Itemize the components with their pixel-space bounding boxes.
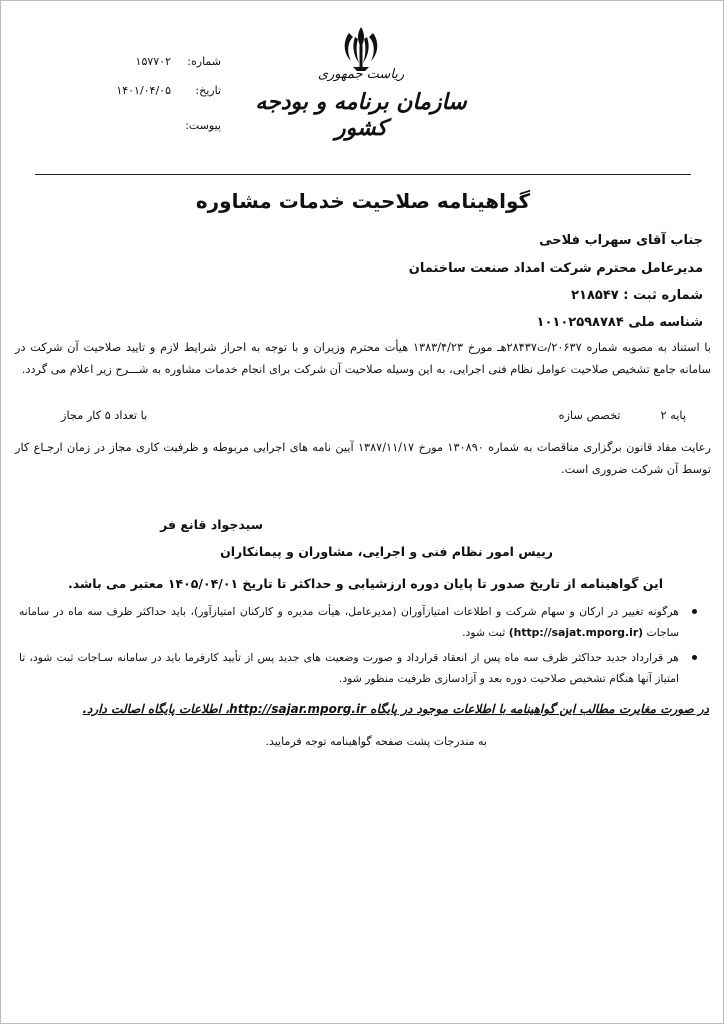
condition-1-tail: ثبت شود.	[462, 626, 506, 639]
body-paragraph-2: رعایت مفاد قانون برگزاری مناقصات به شماره ۱۳۰۸۹۰ مورخ ۱۳۸۷/۱۱/۱۷ آیین نامه های اجرایی مربوطه و ظرفیت کاری مجاز در زمان ارجـاع کار توسط آن شرکت ضروری است.	[15, 441, 712, 476]
conditions-list	[19, 601, 709, 693]
bullet-icon	[692, 655, 697, 660]
letter-date-row	[71, 84, 221, 97]
body-paragraph-1: با استناد به مصوبه شماره ۲۰۶۳۷/ت۲۸۴۳۷هـ مورخ ۱۳۸۳/۴/۲۳ هیأت محترم وزیران و با توجه به احراز شرایط لازم و تایید صلاحیت آن شرکت در سامانه جامع تشخیص صلاحیت عوامل نظام فنی اجرایی، به این وسیله صلاحیت آن شرکت برای انجام خدمات مشاوره به شـــرح زیر اعلام می گردد.	[15, 341, 711, 376]
signer-name: سیدجواد قانع فر	[160, 517, 263, 532]
registration-number: شماره ثبت : ۲۱۸۵۴۷	[571, 288, 703, 303]
condition-1-text: هرگونه تغییر در ارکان و سهام شرکت و اطلاعات امتیازآوران (مدیرعامل، هیأت مدیره و کارکنان امتیازآور)، باید حداکثر ظرف سه ماه در سامانه ساجات	[19, 605, 679, 639]
addressee-position: مدیرعامل محترم شرکت امداد صنعت ساختمان	[408, 261, 703, 276]
authority-notice: در صورت مغایرت مطالب این گواهینامه با اطلاعات موجود در پایگاه http://sajar.mporg.ir، اطلاعات پایگاه اصالت دارد.	[82, 702, 709, 716]
condition-2-text: هر قرارداد جدید حداکثر ظرف سه ماه پس از انعقاد قرارداد و صورت وضعیت های جدید پس از تأیید کارفرما باید در سامانه سـاجات ثبت شود، تا امتیاز آنها هنگام تشخیص صلاحیت دوره بعد و آزادسازی ظرفیت منظور شود.	[19, 651, 679, 685]
back-page-note: به مندرجات پشت صفحه گواهینامه توجه فرمایید.	[265, 735, 487, 748]
list-item	[19, 601, 709, 643]
national-id: شناسه ملی ۱۰۱۰۲۵۹۸۷۸۴	[536, 315, 703, 330]
bullet-icon	[692, 609, 697, 614]
capacity-value: با تعداد ۵ کار مجاز	[61, 409, 148, 422]
org-subtitle: ریاست جمهوری	[317, 67, 405, 82]
attachment-row	[71, 119, 221, 132]
specialty-value: تخصص سازه	[558, 409, 621, 422]
grade-value: پایه ۲	[660, 409, 686, 422]
addressee-name: جناب آقای سهراب فلاحی	[539, 233, 703, 248]
signer-title: رییس امور نظام فنی و اجرایی، مشاوران و پیمانکاران	[220, 544, 553, 559]
header-divider	[35, 174, 691, 175]
letter-number-value: ۱۵۷۷۰۲	[135, 55, 171, 68]
attachment-label: پیوست:	[185, 119, 221, 132]
letter-number-row	[71, 55, 221, 68]
letter-date-value: ۱۴۰۱/۰۴/۰۵	[116, 84, 171, 97]
org-name: سازمان برنامه و بودجه کشور	[255, 89, 467, 141]
letter-date-label: تاریخ:	[195, 84, 221, 97]
list-item	[19, 647, 709, 689]
sajat-link[interactable]: (http://sajat.mporg.ir)	[508, 626, 644, 639]
certificate-title: گواهینامه صلاحیت خدمات مشاوره	[195, 189, 531, 213]
qualification-row	[61, 409, 706, 422]
letter-number-label: شماره:	[187, 55, 221, 68]
validity-statement: این گواهینامه از تاریخ صدور تا پایان دوره ارزشیابی و حداکثر تا تاریخ ۱۴۰۵/۰۴/۰۱ معتبر می باشد.	[68, 576, 663, 591]
